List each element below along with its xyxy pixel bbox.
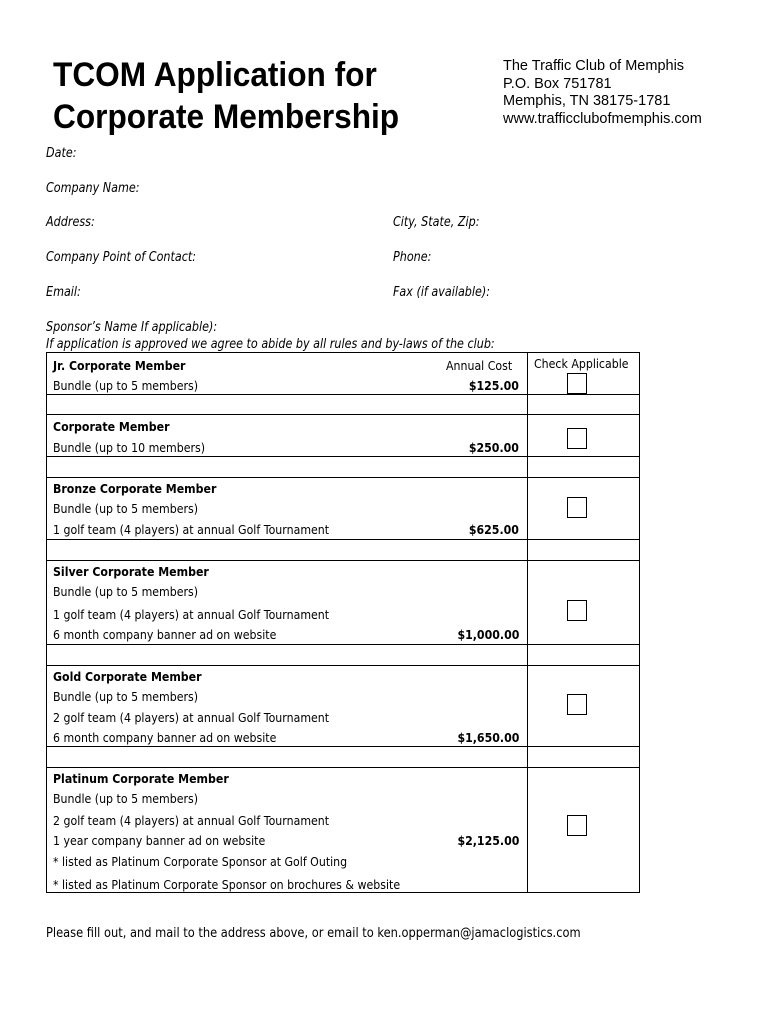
company-name-field[interactable]: Company Name: xyxy=(46,181,140,196)
row-divider xyxy=(47,477,639,478)
point-of-contact-field[interactable]: Company Point of Contact: xyxy=(46,250,197,265)
tier-name: Jr. Corporate Member xyxy=(53,358,186,373)
tier-benefit: Bundle (up to 5 members) xyxy=(53,689,199,704)
membership-table xyxy=(46,352,640,893)
address-field[interactable]: Address: xyxy=(46,215,95,230)
corporate-checkbox[interactable] xyxy=(567,428,587,449)
row-divider xyxy=(47,414,639,415)
bronze-checkbox[interactable] xyxy=(567,497,587,518)
tier-benefit: 1 year company banner ad on website xyxy=(53,833,266,848)
tier-price: $2,125.00 xyxy=(457,833,519,848)
tier-benefit: 1 golf team (4 players) at annual Golf Tournament xyxy=(53,607,330,622)
row-divider xyxy=(47,560,639,561)
title-line-1: TCOM Application for xyxy=(53,56,377,94)
tier-price: $1,000.00 xyxy=(457,627,519,642)
tier-price: $250.00 xyxy=(468,440,519,455)
check-applicable-header: Check Applicable xyxy=(534,356,629,371)
city-state-zip-field[interactable]: City, State, Zip: xyxy=(393,215,480,230)
tier-name: Corporate Member xyxy=(53,419,170,434)
tier-benefit: Bundle (up to 5 members) xyxy=(53,584,199,599)
gold-checkbox[interactable] xyxy=(567,694,587,715)
sponsor-field[interactable]: Sponsor’s Name If applicable): xyxy=(46,320,218,335)
po-box: P.O. Box 751781 xyxy=(503,75,612,92)
tier-benefit: * listed as Platinum Corporate Sponsor on brochures & website xyxy=(53,877,401,892)
tier-benefit: 2 golf team (4 players) at annual Golf Tournament xyxy=(53,710,330,725)
phone-field[interactable]: Phone: xyxy=(393,250,432,265)
agreement-text: If application is approved we agree to abide by all rules and by-laws of the club: xyxy=(46,337,495,352)
tier-benefit: Bundle (up to 5 members) xyxy=(53,791,199,806)
city-line: Memphis, TN 38175-1781 xyxy=(503,93,671,109)
date-field[interactable]: Date: xyxy=(46,146,77,161)
website: www.trafficclubofmemphis.com xyxy=(503,110,702,127)
row-divider xyxy=(47,644,639,645)
fax-field[interactable]: Fax (if available): xyxy=(393,285,491,300)
tier-benefit: Bundle (up to 5 members) xyxy=(53,501,199,516)
tier-benefit: Bundle (up to 5 members) xyxy=(53,378,199,393)
silver-checkbox[interactable] xyxy=(567,600,587,621)
mailing-instructions: Please fill out, and mail to the address above, or email to ken.opperman@jamaclogistics.com xyxy=(46,926,581,941)
row-divider xyxy=(47,665,639,666)
tier-price: $625.00 xyxy=(468,522,519,537)
title-line-2: Corporate Membership xyxy=(53,98,400,136)
row-divider xyxy=(47,746,639,747)
tier-benefit: 6 month company banner ad on website xyxy=(53,627,277,642)
platinum-checkbox[interactable] xyxy=(567,815,587,836)
row-divider xyxy=(47,539,639,540)
jr-corporate-checkbox[interactable] xyxy=(567,373,587,394)
tier-benefit: 1 golf team (4 players) at annual Golf Tournament xyxy=(53,522,330,537)
row-divider xyxy=(47,456,639,457)
tier-price: $1,650.00 xyxy=(457,730,519,745)
tier-name: Bronze Corporate Member xyxy=(53,481,217,496)
tier-benefit: 2 golf team (4 players) at annual Golf Tournament xyxy=(53,813,330,828)
page-title xyxy=(53,54,399,138)
tier-benefit: * listed as Platinum Corporate Sponsor at Golf Outing xyxy=(53,854,348,869)
club-address-block xyxy=(503,58,702,128)
tier-name: Platinum Corporate Member xyxy=(53,771,229,786)
org-name: The Traffic Club of Memphis xyxy=(503,58,685,74)
row-divider xyxy=(47,394,639,395)
row-divider xyxy=(47,767,639,768)
email-field[interactable]: Email: xyxy=(46,285,81,300)
tier-name: Silver Corporate Member xyxy=(53,564,209,579)
tier-name: Gold Corporate Member xyxy=(53,669,202,684)
column-divider xyxy=(527,353,528,892)
tier-benefit: 6 month company banner ad on website xyxy=(53,730,277,745)
annual-cost-header: Annual Cost xyxy=(446,358,513,373)
tier-price: $125.00 xyxy=(468,378,519,393)
tier-benefit: Bundle (up to 10 members) xyxy=(53,440,206,455)
